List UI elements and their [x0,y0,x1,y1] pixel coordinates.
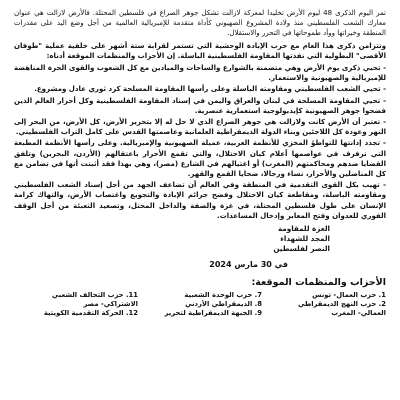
signatory-item: 1. حزب العمال- تونس [312,290,386,299]
signatory-item: 9. الجبهة الديمقراطية لتحرير [164,308,262,317]
slogan-martyrs: المجد للشهداء [280,234,330,244]
bullet-item: - تعتبر أن الأرض كانت ولازالت هي جوهر الصراع الذي لا حل له إلا بتحرير الأرض، كل الأرض، من البحر إلى النهر وعودة كل اللاجئين وبناء الدولة الديمقراطية العلمانية وعاصمتها القدس على كامل التراب الفلسطيني. [14,117,386,137]
bullet-item: - تحيي المقاومة المسلحة في لبنان والعراق واليمن في إسناد المقاومة الفلسطينية وكل أحرار العالم الذين فضحوا جوهر الصهيونية كإيديولوجية استعمارية عنصرية. [14,95,386,115]
signatory-item: 8. الديمقراطي الأردني [185,299,262,308]
statement-date: في 30 مارس 2024 [209,259,288,269]
bullet-item: - تجدد إدانتها للتواطؤ المخزي للأنظمة العربية، عميلة الصهيونية والإمبريالية. وعلى رأسها الأنظمة المطبعة التي ترفرف في عواصمها أعلام كيان الاحتلال، والتي تقمع الأحرار باعتقالهم (الأردن، البحرين) وتلفق القضايا ضدهم ومحاكمتهم (المغرب) أو اغتيالهم في الشارع (مصر)، وهي بهذا فقد أثبتت أنها في تضامن مع كل المناضلين والأحرار، نساء ورجالا، ضحايا القمع والقهر. [14,138,386,179]
signatory-item: 2. حزب النهج الديمقراطي [297,299,386,308]
context-paragraph: وتتزامن ذكرى هذا العام مع حرب الإبادة الوحشية التي تستمر لقرابة ستة أشهر على خلفية عملية "طوفان الأقصى" البطولية التي نفذتها المقاومة الفلسطينية الباسلة. إن الأحزاب والمنظمات الموقعة أدناه: [14,40,386,60]
slogan-resistance: العزة للمقاومة [277,224,330,234]
signatory-item: الاشتراكي- مصر [83,299,138,308]
bullet-item: - تحيي ذكرى يوم الأرض وهي متضمنة بالشوارع والساحات والميادين مع كل الشعوب والقوى الحرة المناهضة للإمبريالية والصهيونية والاستعمار. [14,63,386,83]
signatory-item: 7. حزب الوحدة الشعبية [184,290,262,299]
signatory-item: 11. حزب التحالف الشعبي [51,290,138,299]
bullet-item: - تهيب بكل القوى التقدمية في المنطقة وفي العالم أن تضاعف الجهد من أجل إسناد الشعب الفلسطيني ومقاومته الباسلة، ومقاطعة كيان الاحتلال وفضح جرائم الإبادة والتجويع واغتصاب الأرض، والتهاك كرامة الإنسان على طول فلسطين المحتلة، في غزة والضفة والداخل المحتل، وتصعيد التعبئة من أجل الوقف الفوري للعدوان وفتح المعابر وإدخال المساعدات. [14,180,386,220]
slogan-palestine: النصر لفلسطين [273,244,330,254]
signatories-list [14,291,386,318]
closing-slogans [14,224,386,255]
intro-paragraph: تمر اليوم الذكرى 48 ليوم الأرض تخليدا لمعركة لازالت تشكل جوهر الصراع في فلسطين المحتلة. فالأرض لازالت هي عنوان معارك الشعب الفلسطيني منذ ولادة المشروع الصهيوني كأداة متقدمة للإمبريالية العالمية من أجل وضع اليد على مقدرات المنطقة وخيراتها ووأد طموحاتها في التحرر والاستقلال. [14,8,386,38]
signatory-item: 12. الحركة التقدمية الكويتية [43,308,138,317]
bullet-item: - تحيي الشعب الفلسطيني ومقاومته الباسلة وعلى رأسها المقاومة المسلحة كرد ثوري عادل ومشروع. [34,84,386,94]
signatories-heading: الأحزاب والمنظمات الموقعة: [251,276,386,288]
signatory-item: العمالي- المغرب [331,308,386,317]
